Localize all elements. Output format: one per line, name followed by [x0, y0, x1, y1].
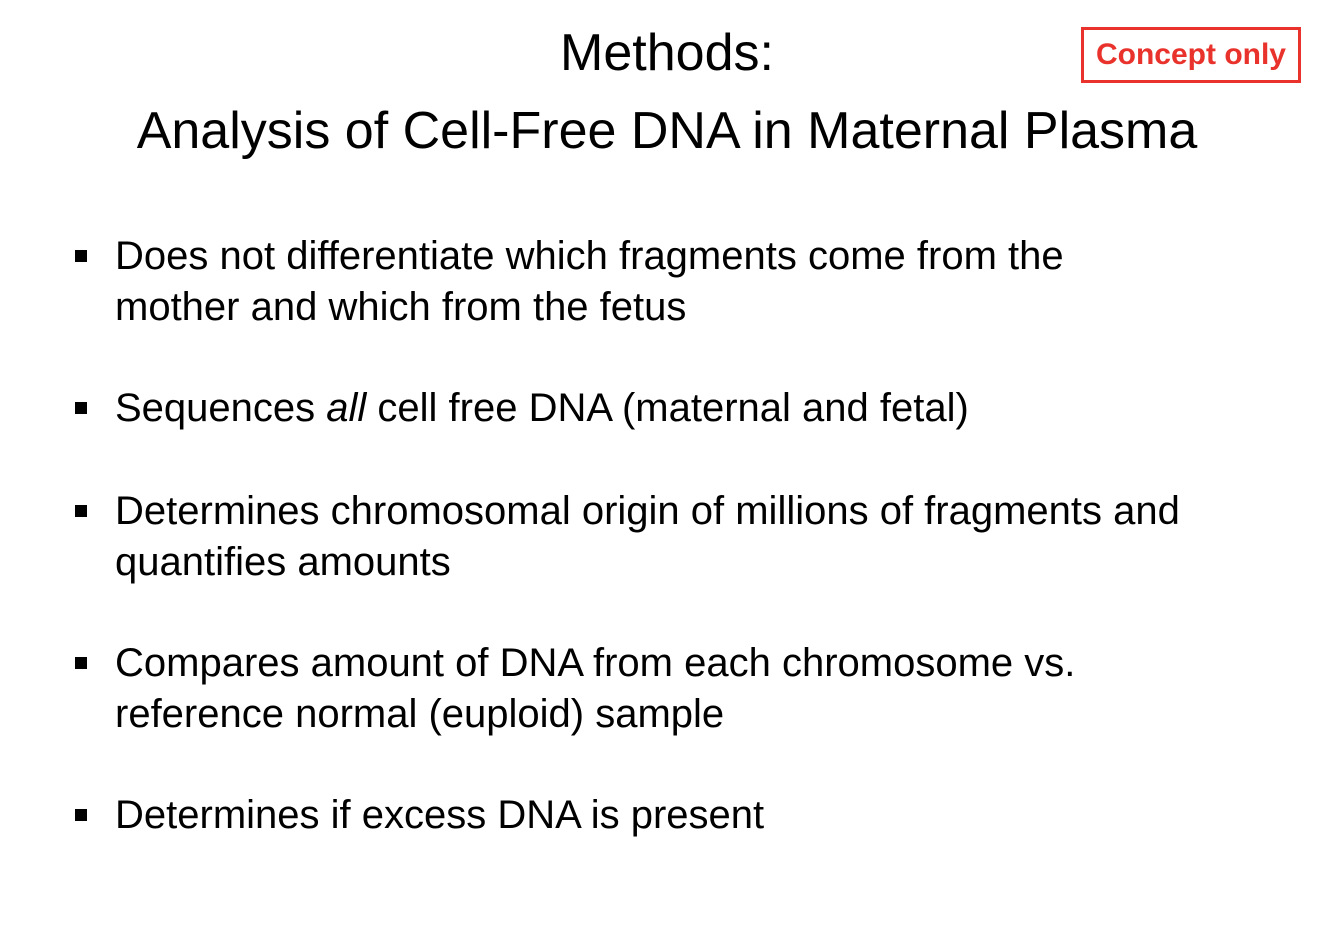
bullet-3-line-2: quantifies amounts [115, 540, 451, 584]
square-bullet-icon [75, 250, 87, 262]
square-bullet-icon [75, 809, 87, 821]
bullet-1-line-2: mother and which from the fetus [115, 285, 687, 329]
bullet-2-text [115, 383, 1315, 434]
bullet-2-text-before: Sequences [115, 386, 327, 430]
square-bullet-icon [75, 402, 87, 414]
bullet-2-text-after: cell free DNA (maternal and fetal) [366, 386, 969, 430]
concept-only-badge: Concept only [1081, 27, 1301, 83]
bullet-4-line-1: Compares amount of DNA from each chromosome vs. [115, 641, 1076, 685]
slide-title-line-2: Analysis of Cell-Free DNA in Maternal Plasma [136, 102, 1198, 160]
slide-title-line-1: Methods: [560, 24, 774, 82]
bullet-3-line-1: Determines chromosomal origin of millions of fragments and [115, 489, 1180, 533]
bullet-5-line-1: Determines if excess DNA is present [115, 793, 765, 837]
bullet-2-emphasis: all [326, 386, 367, 430]
square-bullet-icon [75, 657, 87, 669]
bullet-4-line-2: reference normal (euploid) sample [115, 692, 725, 736]
square-bullet-icon [75, 505, 87, 517]
bullet-1-line-1: Does not differentiate which fragments come from the [115, 234, 1064, 278]
